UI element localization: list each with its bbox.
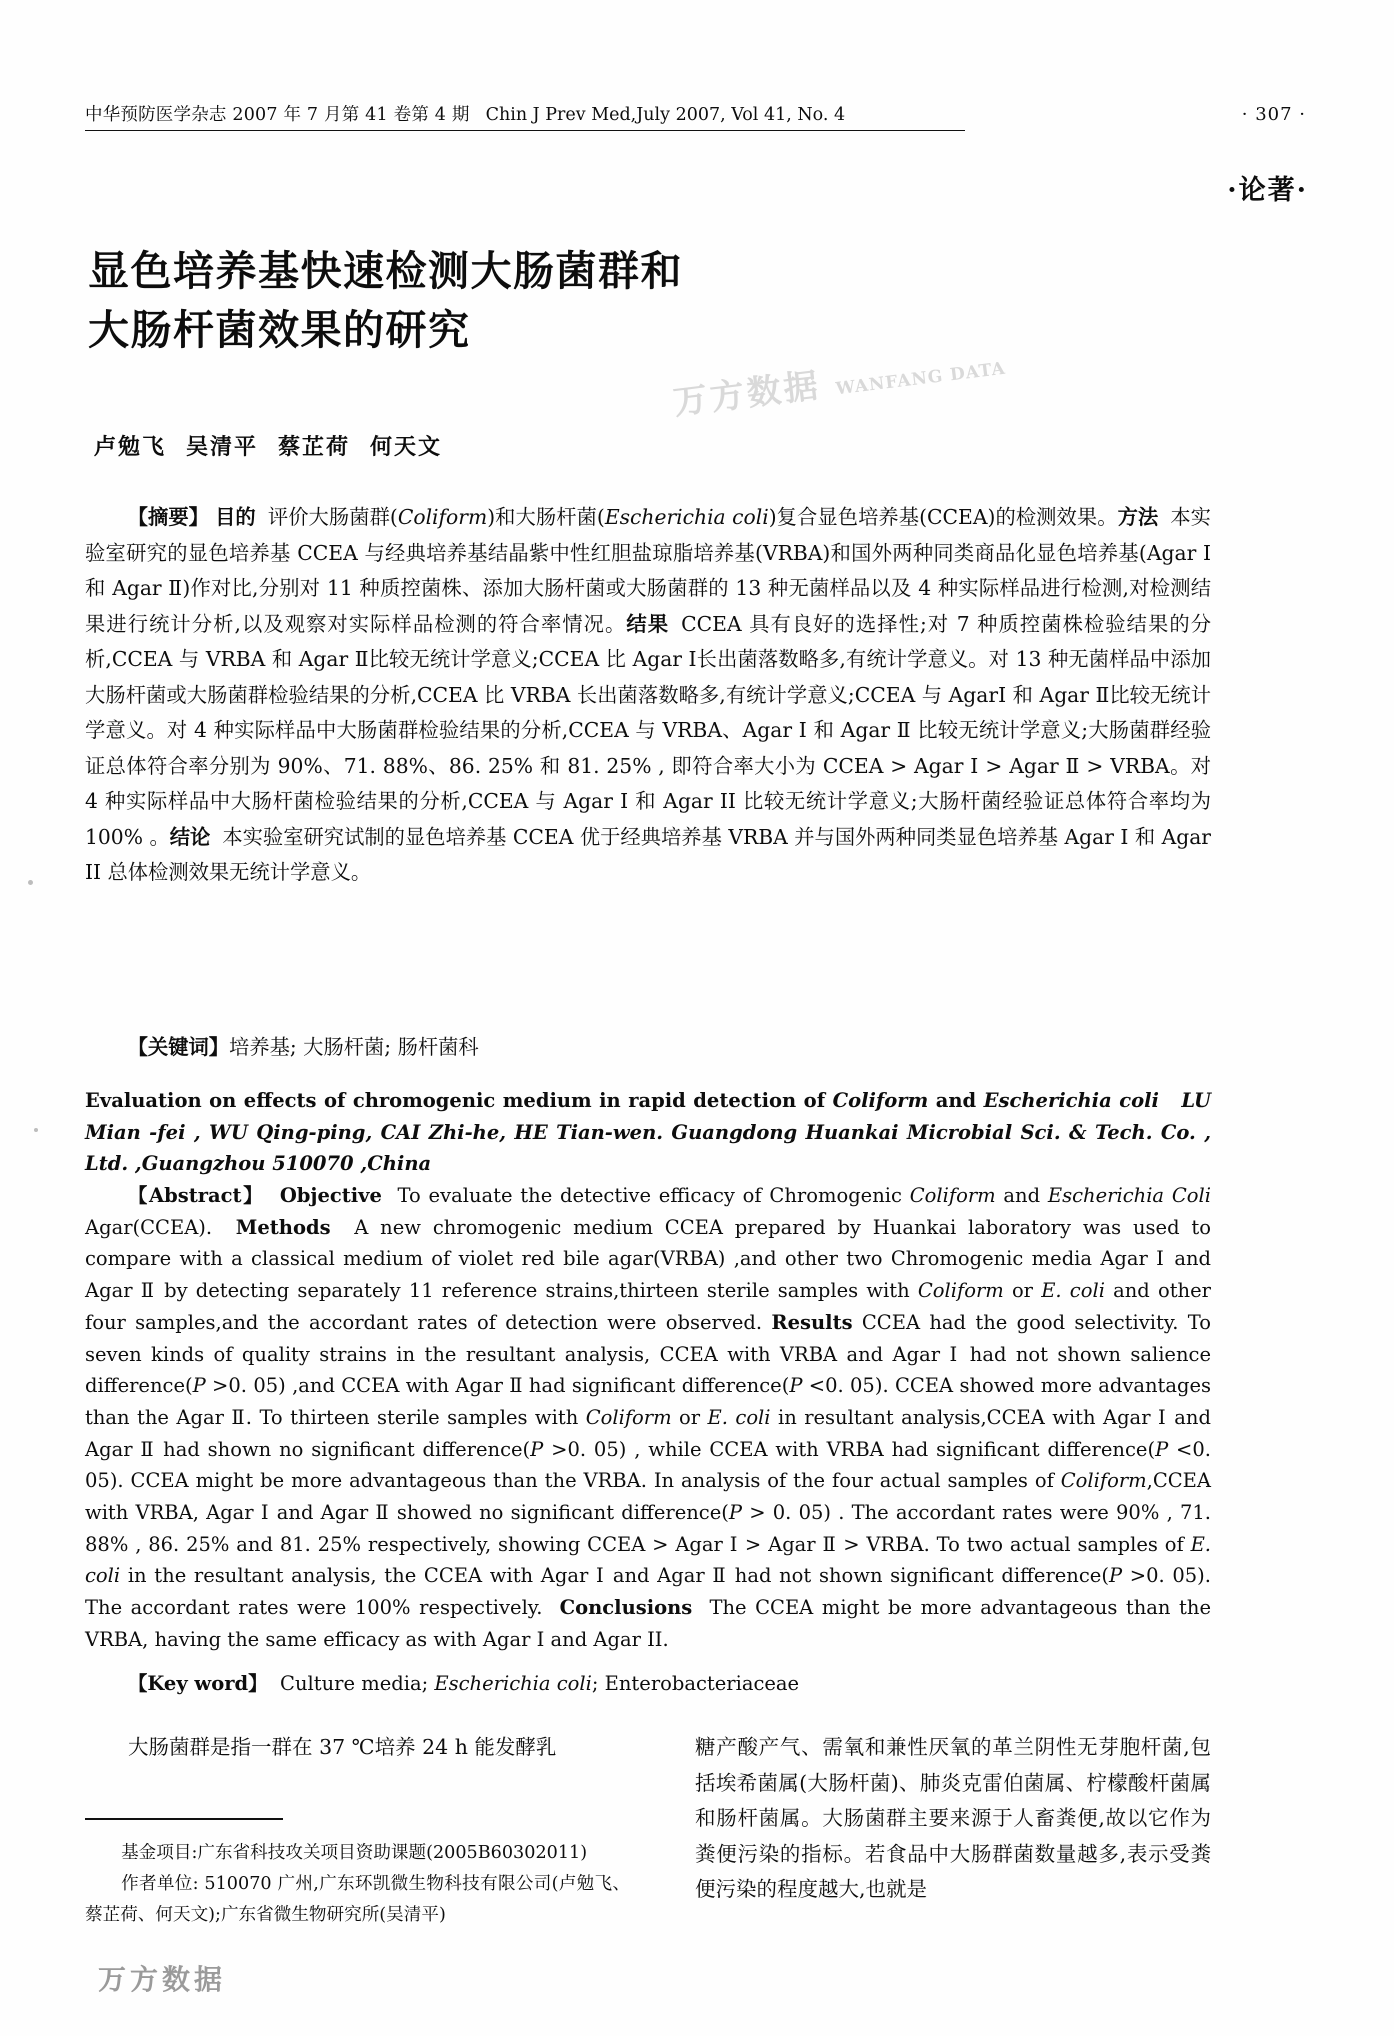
objective-text-cn-3: )复合显色培养基(CCEA)的检测效果。 [768, 505, 1118, 529]
methods-label-cn: 方法 [1117, 505, 1159, 529]
results-text-cn: CCEA 具有良好的选择性;对 7 种质控菌株检验结果的分析,CCEA 与 VRBA 和 Agar Ⅱ比较无统计学意义;CCEA 比 Agar Ⅰ长出菌落数略多,有统计学意义。对 13 种无菌样品中添加大肠杆菌或大肠菌群检验结果的分析,CCEA 比 VRBA 长出菌落数略多,有统计学意义;CCEA 与 AgarⅠ 和 Agar Ⅱ比较无统计学意义。对 4 种实际样品中大肠菌群检验结果的分析,CCEA 与 VRBA、Agar Ⅰ 和 Agar Ⅱ 比较无统计学意义;大肠菌群经验证总体符合率分别为 90%、71. 88%、86. 25% 和 81. 25% , 即符合率大小为 CCEA > Agar Ⅰ > Agar Ⅱ > VRBA。对 4 种实际样品中大肠杆菌检验结果的分析,CCEA 与 Agar I 和 Agar II 比较无统计学意义;大肠杆菌经验证总体符合率均为 100% 。 [85, 611, 1211, 849]
results-text-en-6: >0. 05) , while CCEA with VRBA had significant difference( [543, 1437, 1156, 1461]
methods-italic-en-1: Coliform [917, 1279, 1004, 1303]
running-head-cn: 中华预防医学杂志 2007 年 7 月第 41 卷第 4 期 [85, 105, 470, 125]
article-title-line-1: 显色培养基快速检测大肠菌群和 [88, 247, 683, 296]
margin-speck [34, 1128, 38, 1132]
english-title-italic-1: Coliform [832, 1089, 929, 1112]
keywords-plain-en-2: ; Enterobacteriaceae [591, 1672, 800, 1695]
methods-text-en-3: and other four samples,and the accordant rates of detection were observed. [85, 1279, 1211, 1334]
author-name: 卢勉飞 [94, 434, 167, 460]
objective-text-en-3: Agar(CCEA). [85, 1215, 213, 1239]
objective-text-en-1: To evaluate the detective efficacy of Chromogenic [397, 1184, 910, 1207]
author-name: 蔡芷荷 [278, 434, 351, 460]
watermark-subtext: WANFANG DATA [834, 358, 1007, 400]
objective-label-en: Objective [279, 1184, 382, 1207]
keywords-label-en: 【Key word】 [127, 1672, 268, 1695]
results-text-en-10: in the resultant analysis, the CCEA with Agar Ⅰ and Agar Ⅱ had not shown significant difference( [120, 1564, 1109, 1588]
results-text-en-2: >0. 05) ,and CCEA with Agar Ⅱ had significant difference( [205, 1374, 790, 1398]
body-paragraph-left: 大肠菌群是指一群在 37 ℃培养 24 h 能发酵乳 [128, 1735, 557, 1759]
body-paragraph-right: 糖产酸产气、需氧和兼性厌氧的革兰阴性无芽胞杆菌,包括埃希菌属(大肠杆菌)、肺炎克雷伯菌属、柠檬酸杆菌属和肠杆菌属。大肠菌群主要来源于人畜粪便,故以它作为粪便污染的指标。若食品中大肠群菌数量越多,表示受粪便污染的程度越大,也就是 [695, 1735, 1211, 1901]
keywords-italic-en-1: Escherichia coli [434, 1672, 592, 1695]
section-mark: ·论著· [1227, 175, 1308, 206]
results-italic-en-3: Coliform [1060, 1469, 1147, 1493]
results-italic-en-1: Coliform [585, 1405, 672, 1429]
keywords-plain-en-1: Culture media; [280, 1672, 435, 1695]
abstract-label-cn: 【摘要】 [127, 505, 210, 529]
english-byline: LU Mian -fei , WU Qing-ping, CAI Zhi-he, HE Tian-wen. Guangdong Huankai Microbial Sci. & Tech. Co. , Ltd. ,Guangzhou 510070 ,China [85, 1089, 1211, 1175]
abstract-label-en: 【Abstract】 [127, 1184, 265, 1207]
running-head [85, 104, 965, 131]
objective-label-cn: 目的 [215, 505, 256, 529]
p-value-italic: P [530, 1437, 544, 1461]
objective-text-cn-2: )和大肠杆菌( [487, 505, 605, 529]
results-label-cn: 结果 [626, 611, 670, 636]
methods-text-en-1: A new chromogenic medium CCEA prepared by Huankai laboratory was used to compare with a classical medium of violet red bile agar(VRBA) ,and other two Chromogenic media Agar Ⅰ and Agar Ⅱ by detecting separately 11 reference strains,thirteen sterile samples with [85, 1215, 1211, 1303]
conclusion-text-en: The CCEA might be more advantageous than the VRBA, having the same efficacy as with Agar I and Agar II. [85, 1596, 1211, 1651]
english-title-plain-2: and [928, 1089, 984, 1112]
footnote-block [85, 1838, 630, 1931]
p-value-italic: P [728, 1501, 742, 1525]
body-column-left [85, 1730, 630, 1765]
author-name: 吴清平 [186, 434, 259, 460]
running-head-en: Chin J Prev Med,July 2007, Vol 41, No. 4 [485, 105, 846, 125]
conclusion-label-en: Conclusions [559, 1596, 693, 1620]
p-value-italic: P [1108, 1564, 1123, 1588]
results-text-en-9: > 0. 05) . The accordant rates were 90% , 71. 88% , 86. 25% and 81. 25% respectively, showing CCEA > Agar Ⅰ > Agar Ⅱ > VRBA. To two actual samples of [85, 1501, 1211, 1556]
results-text-en-7: <0. 05). CCEA might be more advantageous than the VRBA. In analysis of the four actual samples of [85, 1437, 1211, 1493]
objective-italic-cn-1: Coliform [397, 505, 488, 529]
results-text-en-5: in resultant analysis,CCEA with Agar Ⅰ and Agar Ⅱ had shown no significant difference( [85, 1405, 1211, 1461]
results-italic-en-4: E. coli [85, 1532, 1211, 1588]
p-value-italic: P [789, 1374, 803, 1398]
results-label-en: Results [771, 1310, 853, 1334]
chinese-abstract [85, 500, 1211, 891]
objective-text-en-2: and [995, 1184, 1048, 1207]
english-title-italic-2: Escherichia coli [983, 1089, 1159, 1112]
body-column-right [695, 1730, 1211, 1908]
english-title-plain-1: Evaluation on effects of chromogenic medium in rapid detection of [85, 1089, 833, 1112]
author-affiliation-line: 作者单位: 510070 广州,广东环凯微生物科技有限公司(卢勉飞、蔡芷荷、何天文);广东省微生物研究所(吴清平) [85, 1874, 630, 1925]
chinese-keywords [85, 1030, 1211, 1066]
keywords-label-cn: 【关键词】 [127, 1035, 230, 1059]
objective-italic-en-1: Coliform [909, 1184, 996, 1207]
author-list [94, 430, 442, 461]
results-text-en-4: or [671, 1405, 708, 1429]
methods-label-en: Methods [235, 1215, 331, 1239]
footnote-divider [85, 1818, 283, 1820]
methods-text-en-2: or [1003, 1279, 1042, 1303]
english-abstract [85, 1180, 1211, 1656]
results-text-en-1: CCEA had the good selectivity. To seven kinds of quality strains in the resultant analysis, CCEA with VRBA and Agar Ⅰ had not shown salience difference( [85, 1310, 1211, 1398]
results-text-en-11: >0. 05). The accordant rates were 100% respectively. [85, 1564, 1211, 1620]
p-value-italic: P [1155, 1437, 1169, 1461]
objective-italic-en-2: Escherichia Coli [1047, 1184, 1211, 1207]
fund-project-line: 基金项目:广东省科技攻关项目资助课题(2005B60302011) [121, 1843, 588, 1863]
p-value-italic: P [192, 1374, 206, 1398]
conclusion-text-cn: 本实验室研究试制的显色培养基 CCEA 优于经典培养基 VRBA 并与国外两种同类显色培养基 Agar I 和 Agar II 总体检测效果无统计学意义。 [85, 824, 1211, 884]
margin-speck [28, 880, 33, 885]
wanfang-logo-watermark: 万方数据 [98, 1963, 227, 1996]
english-keywords [85, 1668, 1211, 1700]
chinese-abstract-body [85, 500, 1211, 891]
objective-text-cn-1: 评价大肠菌群( [267, 505, 398, 529]
english-abstract-body [85, 1180, 1211, 1656]
english-title-block [85, 1085, 1211, 1180]
keywords-text-cn: 培养基; 大肠杆菌; 肠杆菌科 [229, 1035, 479, 1059]
methods-text-cn: 本实验室研究的显色培养基 CCEA 与经典培养基结晶紫中性红胆盐琼脂培养基(VRBA)和国外两种同类商品化显色培养基(Agar Ⅰ和 Agar Ⅱ)作对比,分别对 11 种质控菌株、添加大肠杆菌或大肠菌群的 13 种无菌样品以及 4 种实际样品进行检测,对检测结果进行统计分析,以及观察对实际样品检测的符合率情况。 [85, 505, 1211, 636]
objective-italic-cn-2: Escherichia coli [604, 505, 769, 529]
article-title [88, 242, 1138, 358]
conclusion-label-cn: 结论 [169, 824, 211, 849]
methods-italic-en-2: E. coli [1041, 1279, 1105, 1303]
results-italic-en-2: E. coli [707, 1405, 771, 1429]
results-text-en-8: ,CCEA with VRBA, Agar Ⅰ and Agar Ⅱ showed no significant difference( [85, 1469, 1211, 1525]
results-text-en-3: <0. 05). CCEA showed more advantages than the Agar Ⅱ. To thirteen sterile samples with [85, 1374, 1212, 1429]
article-title-line-2: 大肠杆菌效果的研究 [88, 305, 471, 354]
watermark-text: 万方数据 [671, 365, 824, 424]
author-name: 何天文 [370, 434, 443, 460]
page-number: · 307 · [1241, 104, 1306, 125]
